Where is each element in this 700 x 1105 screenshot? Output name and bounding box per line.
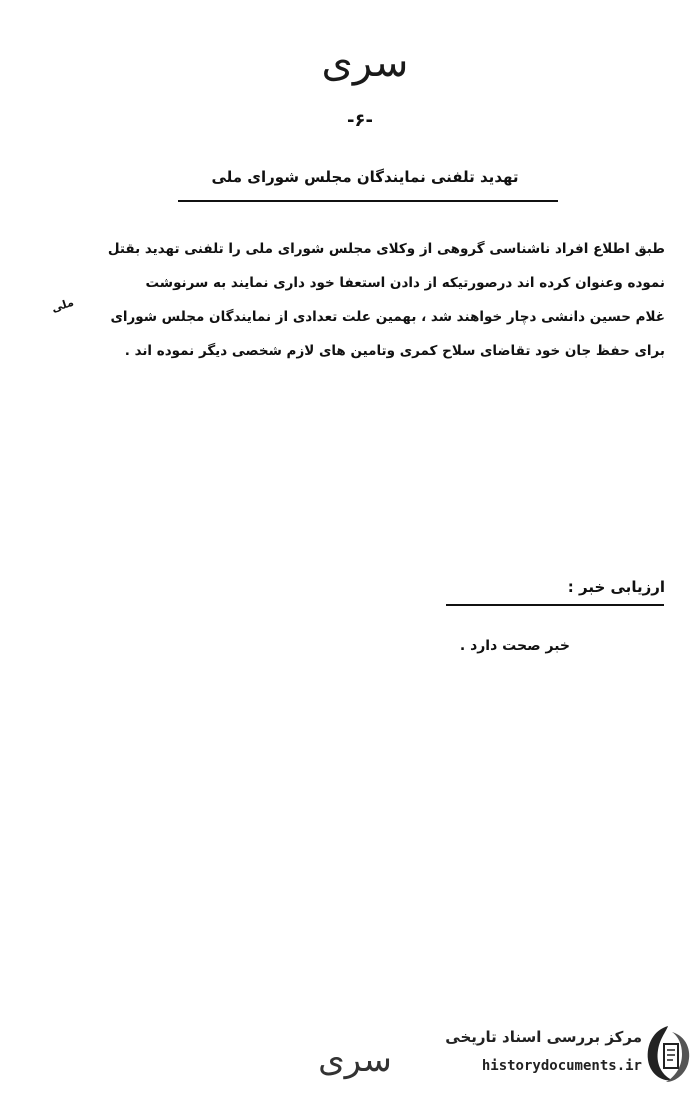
evaluation-label: ارزیابی خبر :	[567, 578, 665, 596]
page-number: -۶-	[347, 110, 373, 131]
body-line: غلام حسین دانشی دچار خواهند شد ، بهمین علت تعدادی از نمایندگان مجلس شورای	[110, 309, 665, 325]
subject-title: تهدید تلفنی نمایندگان مجلس شورای ملی	[211, 168, 519, 186]
subject-underline	[178, 200, 558, 202]
classification-stamp-top: سری	[321, 40, 409, 86]
body-line: طبق اطلاع افراد ناشناسی گروهی از وکلای مجلس شورای ملی را تلفنی تهدید بقتل	[107, 241, 665, 257]
evaluation-underline	[446, 604, 664, 606]
watermark-org-name: مرکز بررسی اسناد تاریخی	[445, 1028, 642, 1046]
body-line: برای حفظ جان خود تقاضای سلاح کمری وتامین های لازم شخصی دیگر نموده اند .	[124, 343, 665, 359]
classification-stamp-bottom: سری	[318, 1040, 392, 1080]
evaluation-value: خبر صحت دارد .	[459, 638, 570, 654]
archive-watermark	[400, 1010, 700, 1105]
watermark-url: historydocuments.ir	[481, 1058, 642, 1074]
report-body	[40, 232, 665, 368]
archive-logo-icon	[642, 1022, 694, 1086]
body-line: نموده وعنوان کرده اند درصورتیکه از دادن استعفا خود داری نمایند به سرنوشت	[145, 275, 665, 291]
margin-annotation: ملی	[49, 295, 76, 315]
